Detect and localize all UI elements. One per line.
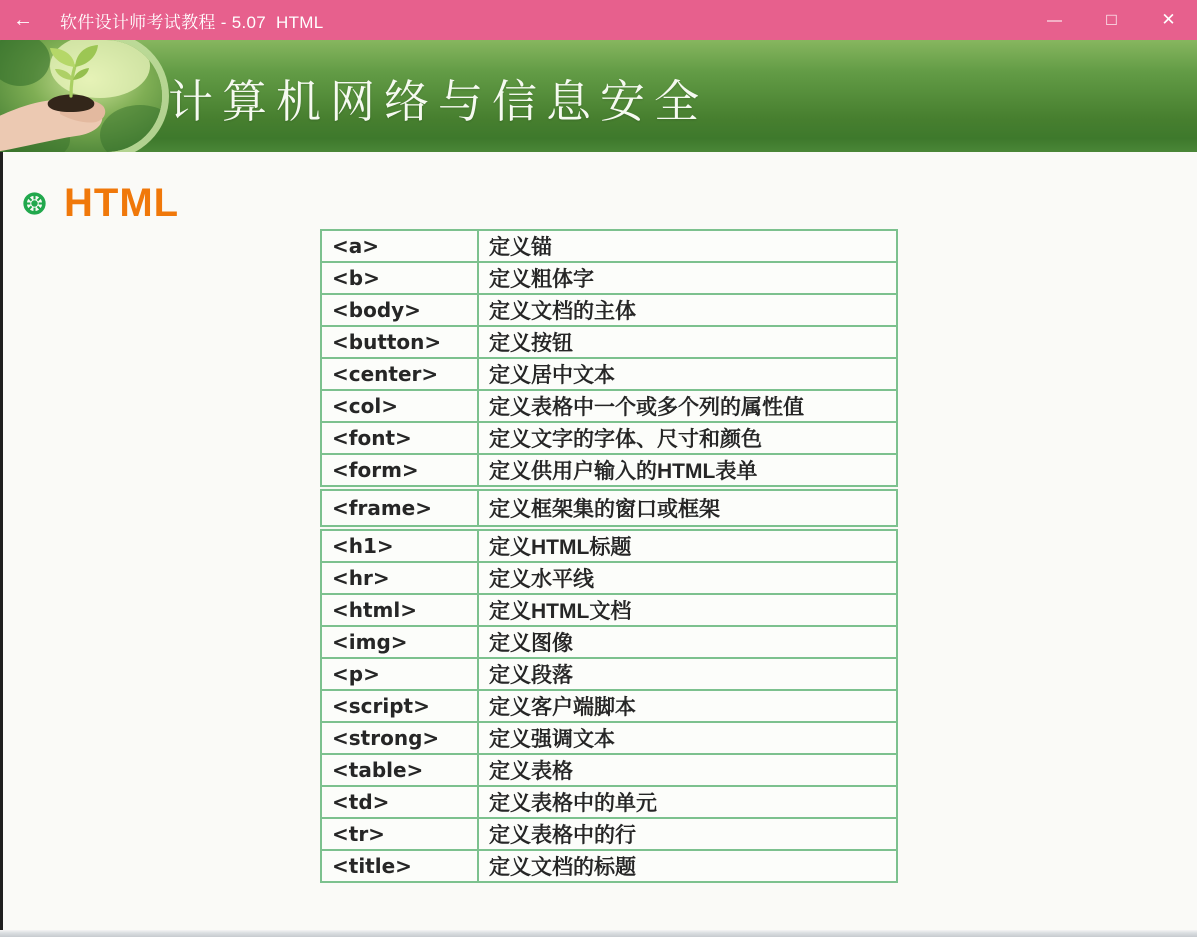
tag-name-cell: <p>	[321, 658, 478, 690]
tag-name-cell: <script>	[321, 690, 478, 722]
tag-name-cell: <frame>	[321, 490, 478, 526]
tag-desc-cell: 定义文档的标题	[478, 850, 897, 882]
html-tags-table	[320, 229, 898, 883]
tag-name-cell: <a>	[321, 230, 478, 262]
table-row	[321, 818, 897, 850]
tag-desc-cell: 定义文档的主体	[478, 294, 897, 326]
tag-name-cell: <center>	[321, 358, 478, 390]
tag-desc-cell: 定义HTML标题	[478, 530, 897, 562]
tag-name-cell: <hr>	[321, 562, 478, 594]
table-row	[321, 690, 897, 722]
table-row	[321, 786, 897, 818]
tag-name-cell: <form>	[321, 454, 478, 486]
table-row	[321, 262, 897, 294]
tag-name-cell: <font>	[321, 422, 478, 454]
tag-name-cell: <img>	[321, 626, 478, 658]
table-row	[321, 422, 897, 454]
table-row	[321, 722, 897, 754]
window-title: 软件设计师考试教程 - 5.07 HTML	[60, 12, 324, 32]
tag-desc-cell: 定义HTML文档	[478, 594, 897, 626]
tag-name-cell: <html>	[321, 594, 478, 626]
close-button[interactable]: ✕	[1161, 10, 1176, 29]
maximize-button[interactable]: □	[1106, 10, 1117, 29]
tag-table-segment	[320, 529, 898, 883]
table-row	[321, 230, 897, 262]
tag-desc-cell: 定义表格中的单元	[478, 786, 897, 818]
tag-desc-cell: 定义供用户输入的HTML表单	[478, 454, 897, 486]
table-row	[321, 850, 897, 882]
bottom-progress-strip[interactable]	[0, 930, 1197, 937]
tag-desc-cell: 定义锚	[478, 230, 897, 262]
tag-desc-cell: 定义段落	[478, 658, 897, 690]
tag-desc-cell: 定义表格中一个或多个列的属性值	[478, 390, 897, 422]
table-row	[321, 490, 897, 526]
tag-desc-cell: 定义图像	[478, 626, 897, 658]
table-row	[321, 594, 897, 626]
hands-holding-seedling-photo	[0, 40, 162, 152]
tag-desc-cell: 定义文字的字体、尺寸和颜色	[478, 422, 897, 454]
tag-desc-cell: 定义表格中的行	[478, 818, 897, 850]
tag-desc-cell: 定义水平线	[478, 562, 897, 594]
table-row	[321, 530, 897, 562]
banner-title: 计算机网络与信息安全	[168, 76, 709, 127]
tag-name-cell: <strong>	[321, 722, 478, 754]
back-arrow-icon: ←	[13, 8, 33, 31]
tag-name-cell: <td>	[321, 786, 478, 818]
back-button[interactable]	[0, 0, 46, 40]
tag-name-cell: <h1>	[321, 530, 478, 562]
tag-desc-cell: 定义粗体字	[478, 262, 897, 294]
table-row	[321, 358, 897, 390]
table-row	[321, 562, 897, 594]
window-controls	[1026, 0, 1197, 40]
table-row	[321, 294, 897, 326]
tag-desc-cell: 定义强调文本	[478, 722, 897, 754]
tag-desc-cell: 定义居中文本	[478, 358, 897, 390]
tag-name-cell: <tr>	[321, 818, 478, 850]
table-row	[321, 754, 897, 786]
tag-desc-cell: 定义按钮	[478, 326, 897, 358]
minimize-button[interactable]: —	[1047, 11, 1062, 29]
tag-name-cell: <col>	[321, 390, 478, 422]
course-banner	[0, 40, 1197, 152]
tag-table-segment	[320, 229, 898, 487]
tag-desc-cell: 定义表格	[478, 754, 897, 786]
slide-content	[0, 152, 1197, 937]
table-row	[321, 658, 897, 690]
tag-desc-cell: 定义框架集的窗口或框架	[478, 490, 897, 526]
tag-desc-cell: 定义客户端脚本	[478, 690, 897, 722]
tag-name-cell: <title>	[321, 850, 478, 882]
table-row	[321, 454, 897, 486]
table-row	[321, 390, 897, 422]
table-row	[321, 626, 897, 658]
table-row	[321, 326, 897, 358]
window-titlebar	[0, 0, 1197, 40]
tag-name-cell: <table>	[321, 754, 478, 786]
slide-heading-row	[0, 152, 1197, 223]
tag-name-cell: <body>	[321, 294, 478, 326]
tag-name-cell: <b>	[321, 262, 478, 294]
tag-table-segment	[320, 489, 898, 527]
slide-heading: HTML	[64, 181, 180, 225]
tag-name-cell: <button>	[321, 326, 478, 358]
green-wheel-bullet-icon	[22, 191, 47, 216]
